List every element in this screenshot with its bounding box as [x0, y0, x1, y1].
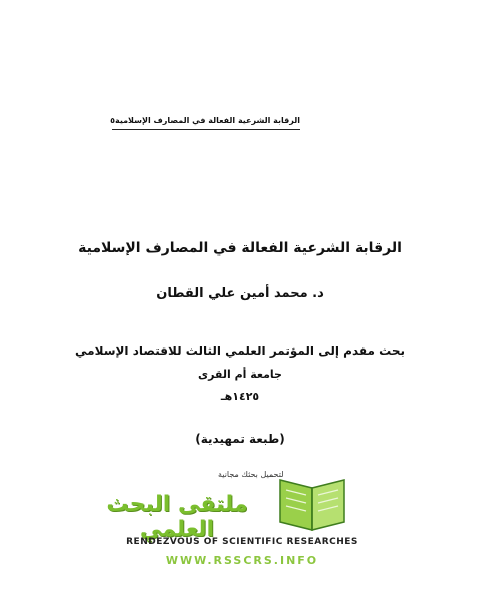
document-title: الرقابة الشرعية الفعالة في المصارف الإسلامية — [78, 240, 402, 256]
author-name: د. محمد أمين علي القطان — [156, 286, 324, 301]
page-number: ٥ — [110, 115, 115, 125]
logo-tagline: لتحميل بحثك مجانية — [218, 470, 284, 479]
running-header — [112, 112, 300, 128]
watermark-logo — [92, 462, 392, 572]
hijri-year: ١٤٢٥هـ — [220, 390, 260, 403]
logo-english-name: RENDEZVOUS OF SCIENTIFIC RESEARCHES — [126, 537, 358, 547]
logo-url: WWW.RSSCRS.INFO — [165, 554, 319, 567]
university-name: جامعة أم القرى — [198, 368, 282, 381]
edition-note: (طبعة تمهيدية) — [195, 432, 285, 446]
header-rule — [112, 129, 300, 130]
book-icon — [272, 476, 352, 534]
running-title: الرقابة الشرعية الفعالة في المصارف الإسلامية — [114, 115, 300, 125]
research-note: بحث مقدم إلى المؤتمر العلمي الثالث للاقتصاد الإسلامي — [75, 344, 405, 358]
logo-arabic-name: ملتقى البحث العلمي — [106, 492, 248, 542]
